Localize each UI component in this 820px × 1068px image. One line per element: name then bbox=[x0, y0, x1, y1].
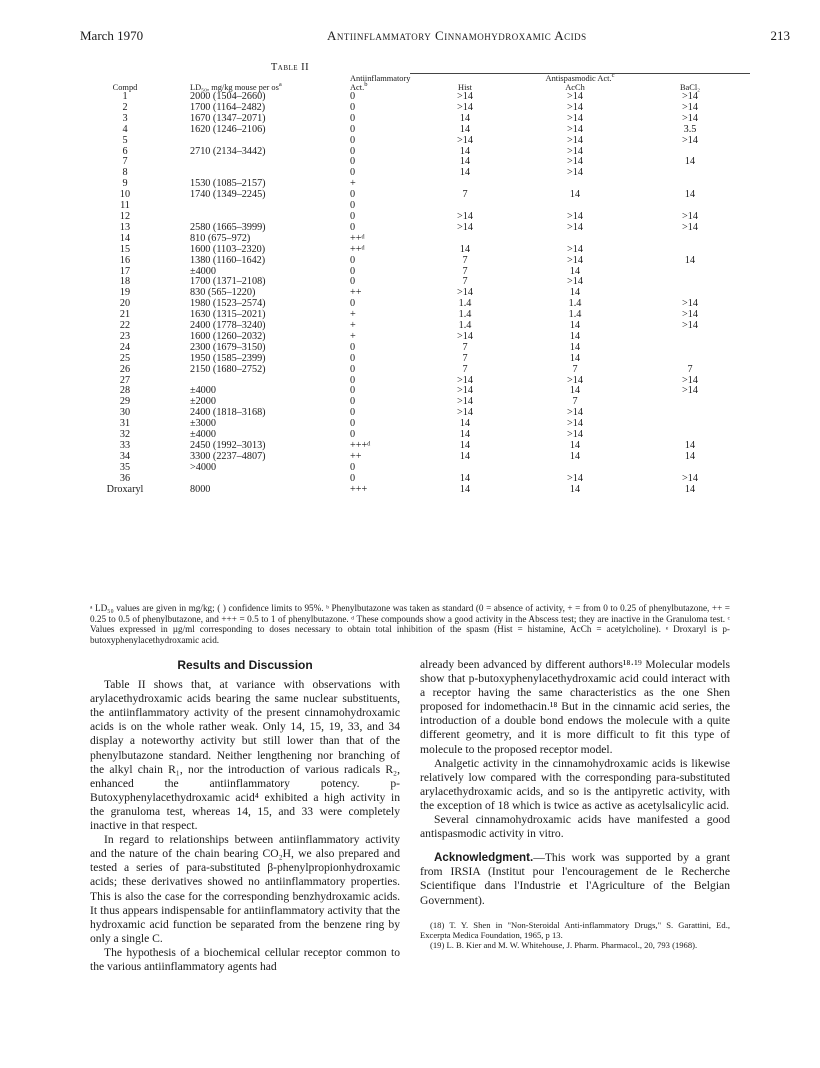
cell-ld50: 1630 (1315–2021) bbox=[190, 309, 266, 321]
cell-bacl: >14 bbox=[682, 134, 698, 146]
table-ii bbox=[90, 62, 750, 496]
cell-compd: 10 bbox=[119, 189, 131, 201]
table-row bbox=[90, 310, 750, 321]
cell-bacl bbox=[630, 168, 750, 179]
cell-compd: 2 bbox=[122, 101, 128, 113]
cell-compd: 18 bbox=[119, 276, 131, 288]
cell-bacl: 14 bbox=[684, 189, 696, 201]
header-compd: Compd bbox=[112, 83, 138, 92]
cell-anti: 0 bbox=[350, 123, 356, 135]
cell-ld50: 1620 (1246–2106) bbox=[190, 123, 266, 135]
table-row bbox=[90, 157, 750, 168]
cell-hist: 14 bbox=[459, 418, 471, 430]
cell-anti: ++ᵈ bbox=[350, 243, 365, 255]
cell-hist: 7 bbox=[462, 341, 468, 353]
cell-bacl bbox=[630, 332, 750, 343]
cell-bacl: >14 bbox=[682, 309, 698, 321]
header-acch: AcCh bbox=[565, 83, 585, 92]
cell-anti: +++ bbox=[350, 483, 368, 495]
table-row bbox=[90, 168, 750, 179]
cell-anti: 0 bbox=[350, 396, 356, 408]
table-row bbox=[90, 485, 750, 496]
cell-compd: 25 bbox=[119, 352, 131, 364]
cell-anti: 0 bbox=[350, 134, 356, 146]
page-header bbox=[80, 28, 790, 44]
cell-hist: 7 bbox=[462, 276, 468, 288]
cell-ld50: 1740 (1349–2245) bbox=[190, 189, 266, 201]
cell-ld50: 1530 (1085–2157) bbox=[190, 178, 266, 190]
paragraph: already been advanced by different authors¹⁸·¹⁹ Molecular models show that p-butoxyphenylacethydroxamic acid could interact with a receptor having the same characteristics as the one Shen proposed for indomethacin.¹⁸ But in the cinnamic acid series, the introduction of a double bond endows the molecule with a quite different geometry, and it is more difficult to fit this type of molecule to the proposed receptor model. bbox=[420, 658, 730, 756]
cell-anti: + bbox=[350, 330, 356, 342]
table-footnotes: ᵃ LD₅₀ values are given in mg/kg; ( ) confidence limits to 95%. ᵇ Phenylbutazone was taken as standard (0 = absence of activity, + = from 0 to 0.25 of phenylbutazone, ++ = 0.25 to 0.5 of phenylbutazone, and +++ = 0.5 to 1 of phenylbutazone. ᵈ These compounds show a good activity in the Abscess test; they are inactive in the Granuloma test. ᶜ Values expressed in µg/ml corresponding to doses necessary to obtain total inhibition of the spasm (Hist = histamine, AcCh = acetylcholine). ᵉ Droxaryl is p-butoxyphenylacethydroxamic acid. bbox=[90, 603, 730, 645]
cell-bacl bbox=[630, 419, 750, 430]
table-row bbox=[90, 267, 750, 278]
cell-hist: >14 bbox=[457, 210, 473, 222]
cell-hist: 14 bbox=[459, 123, 471, 135]
cell-acch: >14 bbox=[567, 276, 583, 288]
cell-compd: 3 bbox=[122, 112, 128, 124]
cell-hist: >14 bbox=[457, 385, 473, 397]
cell-ld50 bbox=[160, 474, 340, 485]
reference-19: (19) L. B. Kier and M. W. Whitehouse, J. Pharm. Pharmacol., 20, 793 (1968). bbox=[430, 939, 698, 950]
cell-hist: 14 bbox=[459, 429, 471, 441]
cell-acch: >14 bbox=[567, 112, 583, 124]
cell-ld50: 1700 (1371–2108) bbox=[190, 276, 266, 288]
table-row bbox=[90, 245, 750, 256]
cell-ld50: 2150 (1680–2752) bbox=[190, 363, 266, 375]
cell-compd: 30 bbox=[119, 407, 131, 419]
cell-hist: >14 bbox=[457, 374, 473, 386]
table-row bbox=[90, 408, 750, 419]
cell-acch: >14 bbox=[567, 156, 583, 168]
cell-acch: >14 bbox=[567, 254, 583, 266]
cell-anti: + bbox=[350, 309, 356, 321]
cell-anti: 0 bbox=[350, 298, 356, 310]
right-column bbox=[420, 658, 730, 950]
cell-compd: 34 bbox=[119, 450, 131, 462]
table-row bbox=[90, 114, 750, 125]
cell-ld50 bbox=[160, 136, 340, 147]
cell-hist: 14 bbox=[459, 450, 471, 462]
cell-anti: +++ᵈ bbox=[350, 440, 371, 451]
cell-acch: >14 bbox=[567, 407, 583, 419]
cell-bacl bbox=[630, 277, 750, 288]
cell-anti: 0 bbox=[350, 221, 356, 233]
cell-anti: 0 bbox=[350, 112, 356, 124]
cell-bacl bbox=[630, 234, 750, 245]
table-row bbox=[90, 386, 750, 397]
cell-ld50: 1600 (1260–2032) bbox=[190, 330, 266, 342]
cell-bacl: >14 bbox=[682, 320, 698, 332]
cell-acch: 14 bbox=[569, 385, 581, 397]
cell-bacl: >14 bbox=[682, 472, 698, 484]
cell-anti: 0 bbox=[350, 461, 356, 473]
table-row bbox=[90, 212, 750, 223]
cell-compd: 17 bbox=[119, 265, 131, 277]
cell-anti: 0 bbox=[350, 200, 356, 212]
cell-compd: 24 bbox=[119, 341, 131, 353]
paragraph: In regard to relationships between antiinflammatory activity and the nature of the chain bearing CO₂H, we also prepared and tested a series of para-substituted β-phenylpropionhydroxamic acids; these derivatives showed no antiinflammatory properties. This is also the case for the corresponding benzhydroxamic acids. It thus appears indispensable for antiinflammatory activity that the hydroxamic acid function be separated from the benzene ring by only a single C. bbox=[90, 833, 400, 945]
cell-ld50: 2300 (1679–3150) bbox=[190, 341, 266, 353]
cell-compd: 20 bbox=[119, 298, 131, 310]
cell-anti: ++ bbox=[350, 450, 362, 462]
cell-acch: 14 bbox=[569, 265, 581, 277]
cell-acch: 1.4 bbox=[568, 309, 582, 321]
cell-acch: >14 bbox=[567, 374, 583, 386]
cell-compd: 29 bbox=[119, 396, 131, 408]
table-row bbox=[90, 397, 750, 408]
cell-hist: 14 bbox=[459, 472, 471, 484]
cell-hist: >14 bbox=[457, 330, 473, 342]
cell-anti: 0 bbox=[350, 210, 356, 222]
cell-anti: 0 bbox=[350, 276, 356, 288]
cell-ld50: 1380 (1160–1642) bbox=[190, 254, 266, 266]
cell-bacl: >14 bbox=[682, 210, 698, 222]
cell-ld50: ±4000 bbox=[190, 385, 216, 397]
cell-anti: 0 bbox=[350, 167, 356, 179]
cell-ld50: 1980 (1523–2574) bbox=[190, 298, 266, 310]
cell-bacl bbox=[630, 267, 750, 278]
table-row bbox=[90, 332, 750, 343]
cell-compd: 9 bbox=[122, 178, 128, 190]
left-column bbox=[90, 658, 400, 974]
cell-compd: 14 bbox=[119, 232, 131, 244]
table-row bbox=[90, 419, 750, 430]
cell-compd: 33 bbox=[119, 440, 131, 451]
table-row bbox=[90, 277, 750, 288]
cell-anti: 0 bbox=[350, 374, 356, 386]
cell-acch: 14 bbox=[569, 287, 581, 299]
cell-bacl: 14 bbox=[684, 440, 696, 451]
cell-compd: 31 bbox=[119, 418, 131, 430]
cell-ld50 bbox=[160, 376, 340, 387]
cell-anti: ++ bbox=[350, 287, 362, 299]
cell-compd: 6 bbox=[122, 145, 128, 157]
cell-acch: 7 bbox=[572, 363, 578, 375]
table-row bbox=[90, 376, 750, 387]
cell-bacl: >14 bbox=[682, 112, 698, 124]
cell-hist: 1.4 bbox=[458, 298, 472, 310]
cell-acch: >14 bbox=[567, 91, 583, 102]
cell-ld50: 1950 (1585–2399) bbox=[190, 352, 266, 364]
cell-anti: 0 bbox=[350, 385, 356, 397]
cell-hist: 7 bbox=[462, 363, 468, 375]
table-row bbox=[90, 474, 750, 485]
table-row bbox=[90, 147, 750, 158]
cell-hist: >14 bbox=[457, 396, 473, 408]
cell-ld50: 3300 (2237–4807) bbox=[190, 450, 266, 462]
cell-compd: 36 bbox=[119, 472, 131, 484]
cell-ld50 bbox=[160, 157, 340, 168]
table-title: Table II bbox=[270, 62, 310, 73]
cell-compd: 5 bbox=[122, 134, 128, 146]
table-row bbox=[90, 256, 750, 267]
cell-acch: 14 bbox=[569, 341, 581, 353]
cell-anti: 0 bbox=[350, 156, 356, 168]
cell-bacl: >14 bbox=[682, 374, 698, 386]
cell-ld50: ±3000 bbox=[190, 418, 216, 430]
cell-ld50: 2000 (1504–2660) bbox=[190, 91, 266, 102]
cell-acch: >14 bbox=[567, 472, 583, 484]
cell-bacl: >14 bbox=[682, 101, 698, 113]
cell-anti: 0 bbox=[350, 145, 356, 157]
cell-compd: 7 bbox=[122, 156, 128, 168]
cell-compd: 1 bbox=[122, 91, 128, 102]
section-heading: Results and Discussion bbox=[177, 658, 313, 672]
cell-compd: 32 bbox=[119, 429, 131, 441]
cell-ld50: 810 (675–972) bbox=[190, 232, 251, 244]
cell-acch: 7 bbox=[572, 396, 578, 408]
cell-hist: >14 bbox=[457, 287, 473, 299]
table-row bbox=[90, 125, 750, 136]
table-body bbox=[90, 92, 750, 496]
cell-hist: 7 bbox=[462, 254, 468, 266]
cell-hist: 7 bbox=[462, 265, 468, 277]
cell-acch: 14 bbox=[569, 352, 581, 364]
cell-ld50: 1600 (1103–2320) bbox=[190, 243, 266, 255]
cell-anti: 0 bbox=[350, 254, 356, 266]
cell-hist: 14 bbox=[459, 440, 471, 451]
cell-bacl bbox=[630, 343, 750, 354]
cell-bacl: >14 bbox=[682, 298, 698, 310]
cell-anti: 0 bbox=[350, 101, 356, 113]
table-row bbox=[90, 321, 750, 332]
reference-18: (18) T. Y. Shen in "Non-Steroidal Anti-inflammatory Drugs," S. Garattini, Ed., Excerpta Medica Foundation, 1965, p 13. bbox=[420, 919, 730, 940]
cell-compd: Droxaryl bbox=[106, 483, 144, 495]
cell-ld50: ±4000 bbox=[190, 429, 216, 441]
table-row bbox=[90, 463, 750, 474]
cell-compd: 35 bbox=[119, 461, 131, 473]
header-anti: Antiinflammatory Act.$^b$ bbox=[350, 74, 411, 92]
table-row bbox=[90, 299, 750, 310]
cell-anti: 0 bbox=[350, 341, 356, 353]
cell-compd: 11 bbox=[120, 200, 130, 212]
table-row bbox=[90, 136, 750, 147]
cell-hist: 1.4 bbox=[458, 309, 472, 321]
table-row bbox=[90, 92, 750, 103]
cell-compd: 16 bbox=[119, 254, 131, 266]
cell-anti: 0 bbox=[350, 363, 356, 375]
cell-ld50 bbox=[160, 201, 340, 212]
table-row bbox=[90, 430, 750, 441]
cell-ld50: 1700 (1164–2482) bbox=[190, 101, 266, 113]
cell-compd: 21 bbox=[119, 309, 131, 321]
cell-ld50: >4000 bbox=[190, 461, 217, 473]
paragraph: Table II shows that, at variance with observations with arylacethydroxamic acids bearing the same nuclear substituents, the antiinflammatory activity of the present cinnamohydroxamic acids is on the whole rather weak. Only 14, 15, 19, 33, and 34 display a noteworthy activity but still lower than that of the phenylbutazone standard. Neither lengthening nor branching of the alkyl chain R₁, nor the introduction of various radicals R₂, enhanced the antiinflammatory potency. p-Butoxyphenylacethydroxamic acid⁴ exhibited a high activity in the granuloma test, whereas 14, 15, and 33 were completely inactive in that respect. bbox=[90, 678, 400, 833]
cell-compd: 27 bbox=[119, 374, 131, 386]
header-ld50: LD₅₀, mg/kg mouse per $os^a$ bbox=[190, 81, 282, 92]
cell-hist: 14 bbox=[459, 167, 471, 179]
table-row bbox=[90, 103, 750, 114]
cell-acch: >14 bbox=[567, 145, 583, 157]
data-table bbox=[90, 73, 750, 496]
cell-anti: 0 bbox=[350, 429, 356, 441]
cell-bacl: >14 bbox=[682, 221, 698, 233]
cell-bacl: 14 bbox=[684, 254, 696, 266]
cell-anti: + bbox=[350, 178, 356, 190]
cell-anti: 0 bbox=[350, 265, 356, 277]
cell-ld50: 2400 (1778–3240) bbox=[190, 320, 266, 332]
cell-compd: 8 bbox=[122, 167, 128, 179]
cell-hist: >14 bbox=[457, 134, 473, 146]
cell-acch: 14 bbox=[569, 450, 581, 462]
table-row bbox=[90, 441, 750, 452]
cell-compd: 12 bbox=[119, 210, 131, 222]
cell-hist: >14 bbox=[457, 91, 473, 102]
table-row bbox=[90, 201, 750, 212]
table-row bbox=[90, 343, 750, 354]
cell-compd: 19 bbox=[119, 287, 131, 299]
cell-hist: >14 bbox=[457, 407, 473, 419]
cell-ld50: 1670 (1347–2071) bbox=[190, 112, 266, 124]
cell-compd: 22 bbox=[119, 320, 131, 332]
cell-ld50: ±2000 bbox=[190, 396, 216, 408]
cell-bacl: 14 bbox=[684, 156, 696, 168]
table-row bbox=[90, 288, 750, 299]
page-number: 213 bbox=[770, 28, 790, 43]
cell-ld50: 2580 (1665–3999) bbox=[190, 221, 266, 233]
cell-hist: 14 bbox=[459, 483, 471, 495]
cell-compd: 4 bbox=[122, 123, 128, 135]
cell-bacl bbox=[630, 397, 750, 408]
cell-acch: >14 bbox=[567, 210, 583, 222]
cell-hist: 14 bbox=[459, 145, 471, 157]
cell-compd: 23 bbox=[119, 330, 131, 342]
cell-compd: 28 bbox=[119, 385, 131, 397]
cell-acch: 14 bbox=[569, 330, 581, 342]
paragraph: The hypothesis of a biochemical cellular receptor common to the various antiinflammatory agents had bbox=[90, 945, 400, 973]
cell-hist: 7 bbox=[462, 189, 468, 201]
cell-ld50: 8000 bbox=[190, 483, 211, 495]
cell-anti: 0 bbox=[350, 352, 356, 364]
cell-acch: 14 bbox=[569, 189, 581, 201]
header-spasm: Antispasmodic Act.$^c$ bbox=[410, 74, 750, 84]
table-row bbox=[90, 234, 750, 245]
table-row bbox=[90, 190, 750, 201]
cell-bacl: 14 bbox=[684, 450, 696, 462]
cell-bacl: 3.5 bbox=[683, 123, 697, 135]
cell-bacl: >14 bbox=[682, 91, 698, 102]
cell-acch: >14 bbox=[567, 221, 583, 233]
acknowledgment: Acknowledgment.—This work was supported by a grant from IRSIA (Institut pour l'encouragement de le Recherche Scientifique dans l'Industrie et l'Agriculture of the Belgian Government). bbox=[420, 851, 730, 907]
cell-bacl bbox=[630, 245, 750, 256]
cell-hist: 14 bbox=[459, 112, 471, 124]
cell-hist: 14 bbox=[459, 156, 471, 168]
cell-hist: 7 bbox=[462, 352, 468, 364]
cell-compd: 26 bbox=[119, 363, 131, 375]
cell-acch: >14 bbox=[567, 167, 583, 179]
cell-hist: >14 bbox=[457, 221, 473, 233]
table-row bbox=[90, 223, 750, 234]
cell-acch: >14 bbox=[567, 243, 583, 255]
cell-ld50: 830 (565–1220) bbox=[190, 287, 256, 299]
cell-acch: >14 bbox=[567, 418, 583, 430]
cell-anti: 0 bbox=[350, 472, 356, 484]
cell-acch: 1.4 bbox=[568, 298, 582, 310]
table-row bbox=[90, 354, 750, 365]
cell-ld50: 2710 (2134–3442) bbox=[190, 145, 266, 157]
cell-acch: >14 bbox=[567, 101, 583, 113]
cell-bacl bbox=[630, 408, 750, 419]
table-row bbox=[90, 365, 750, 376]
paragraph: Analgetic activity in the cinnamohydroxamic acids is likewise relatively low compared with the corresponding para-substituted arylacethydroxamic acids, and so is the antipyretic activity, with the exception of 18 which is twice as active as acetylsalicylic acid. bbox=[420, 756, 730, 812]
references bbox=[420, 920, 730, 950]
cell-bacl: 7 bbox=[687, 363, 693, 375]
cell-anti: 0 bbox=[350, 91, 356, 102]
cell-anti: + bbox=[350, 320, 356, 332]
cell-acch: 14 bbox=[569, 440, 581, 451]
cell-compd: 15 bbox=[119, 243, 131, 255]
cell-ld50: 2400 (1818–3168) bbox=[190, 407, 266, 419]
header-hist: Hist bbox=[458, 83, 472, 92]
cell-anti: ++ᵈ bbox=[350, 232, 365, 244]
header-date: March 1970 bbox=[80, 28, 144, 43]
table-row bbox=[90, 179, 750, 190]
cell-bacl: >14 bbox=[682, 385, 698, 397]
cell-acch: 14 bbox=[569, 483, 581, 495]
cell-hist: 14 bbox=[459, 243, 471, 255]
table-row bbox=[90, 452, 750, 463]
cell-anti: 0 bbox=[350, 418, 356, 430]
cell-anti: 0 bbox=[350, 189, 356, 201]
cell-acch: >14 bbox=[567, 123, 583, 135]
cell-compd: 13 bbox=[119, 221, 131, 233]
cell-anti: 0 bbox=[350, 407, 356, 419]
cell-hist: 1.4 bbox=[458, 320, 472, 332]
header-bacl: BaCl₂ bbox=[679, 83, 701, 92]
cell-acch: >14 bbox=[567, 429, 583, 441]
cell-ld50: 2450 (1992–3013) bbox=[190, 440, 266, 451]
cell-acch: >14 bbox=[567, 134, 583, 146]
cell-acch: 14 bbox=[569, 320, 581, 332]
paragraph: Several cinnamohydroxamic acids have manifested a good antispasmodic activity in vitro. bbox=[420, 813, 730, 841]
running-title: Antiinflammatory Cinnamohydroxamic Acids bbox=[327, 28, 587, 43]
cell-bacl: 14 bbox=[684, 483, 696, 495]
cell-ld50: ±4000 bbox=[190, 265, 216, 277]
cell-hist: >14 bbox=[457, 101, 473, 113]
